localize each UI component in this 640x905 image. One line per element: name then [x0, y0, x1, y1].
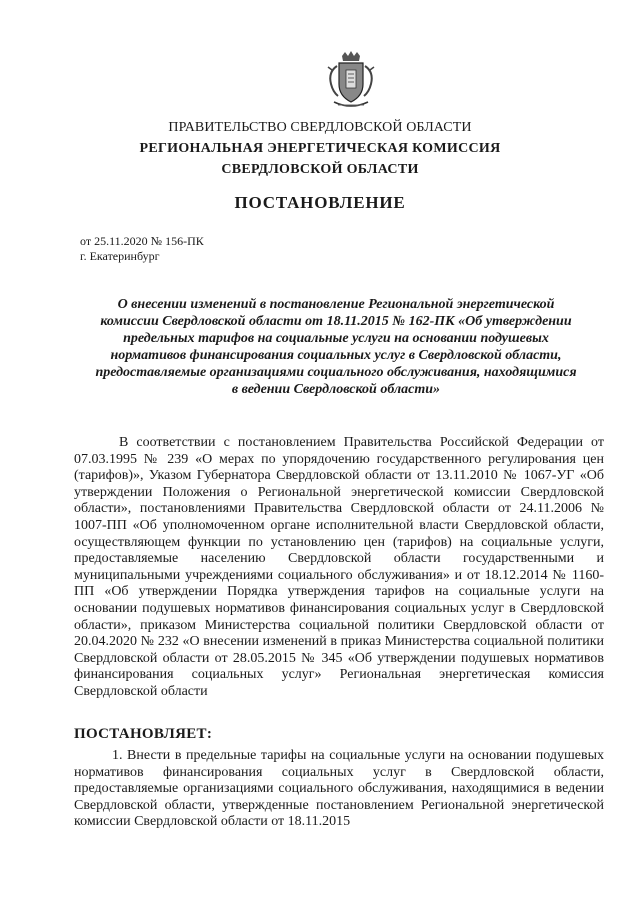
- commission-name-line1: РЕГИОНАЛЬНАЯ ЭНЕРГЕТИЧЕСКАЯ КОМИССИЯ: [139, 141, 501, 156]
- document-meta: [80, 234, 204, 264]
- preamble-paragraph: В соответствии с постановлением Правительства Российской Федерации от 07.03.1995 № 239 «О мерах по упорядочению государственного регулирования цен (тарифов)», Указом Губернатора Свердловской области от 13.11.2010 № 1067-УГ «Об утверждении Положения о Региональной энергетической комиссии Свердловской области», постановлениями Правительства Свердловской области от 24.11.2006 № 1007-ПП «Об уполномоченном органе исполнительной власти Свердловской области, осуществляющем функции по установлению цен (тарифов) на социальные услуги, предоставляемые населению Свердловской области государственными и муниципальными учреждениями социального обслуживания» и от 18.12.2014 № 1160-ПП «Об утверждении Порядка утверждения тарифов на социальные услуги на основании подушевых нормативов финансирования социальных услуг в Свердловской области», приказом Министерства социальной политики Свердловской области от 20.04.2020 № 232 «О внесении изменений в приказ Министерства социальной политики Свердловской области от 28.05.2015 № 345 «Об утверждении подушевых нормативов финансирования социальных услуг» Региональная энергетическая комиссия Свердловской области: [74, 435, 604, 699]
- decree-item-1-text: 1. Внести в предельные тарифы на социальные услуги на основании подушевых нормативов финансирования социальных услуг в Свердловской области, предоставляемые организациями социального обслуживания, находящимися в ведении Свердловской области, утвержденные постановлением Региональной энергетической комиссии Свердловской области от 18.11.2015: [74, 748, 604, 830]
- decree-item-1: [74, 748, 604, 831]
- coat-of-arms-icon: [322, 50, 380, 110]
- decree-word: ПОСТАНОВЛЯЕТ:: [74, 726, 213, 742]
- document-city: г. Екатеринбург: [80, 249, 160, 263]
- issuer-header: [0, 117, 640, 180]
- document-subject: О внесении изменений в постановление Региональной энергетической комиссии Свердловской области от 18.11.2015 № 162-ПК «Об утверждении предельных тарифов на социальные услуги на основании подушевых нормативов финансирования социальных услуг в Свердловской области, предоставляемые организациями социального обслуживания, находящимися в ведении Свердловской области»: [95, 297, 577, 397]
- commission-name-line2: СВЕРДЛОВСКОЙ ОБЛАСТИ: [221, 162, 419, 177]
- preamble: [74, 435, 604, 701]
- government-name: ПРАВИТЕЛЬСТВО СВЕРДЛОВСКОЙ ОБЛАСТИ: [168, 120, 472, 135]
- document-type-title: ПОСТАНОВЛЕНИЕ: [234, 193, 406, 212]
- document-date-number: от 25.11.2020 № 156-ПК: [80, 234, 204, 248]
